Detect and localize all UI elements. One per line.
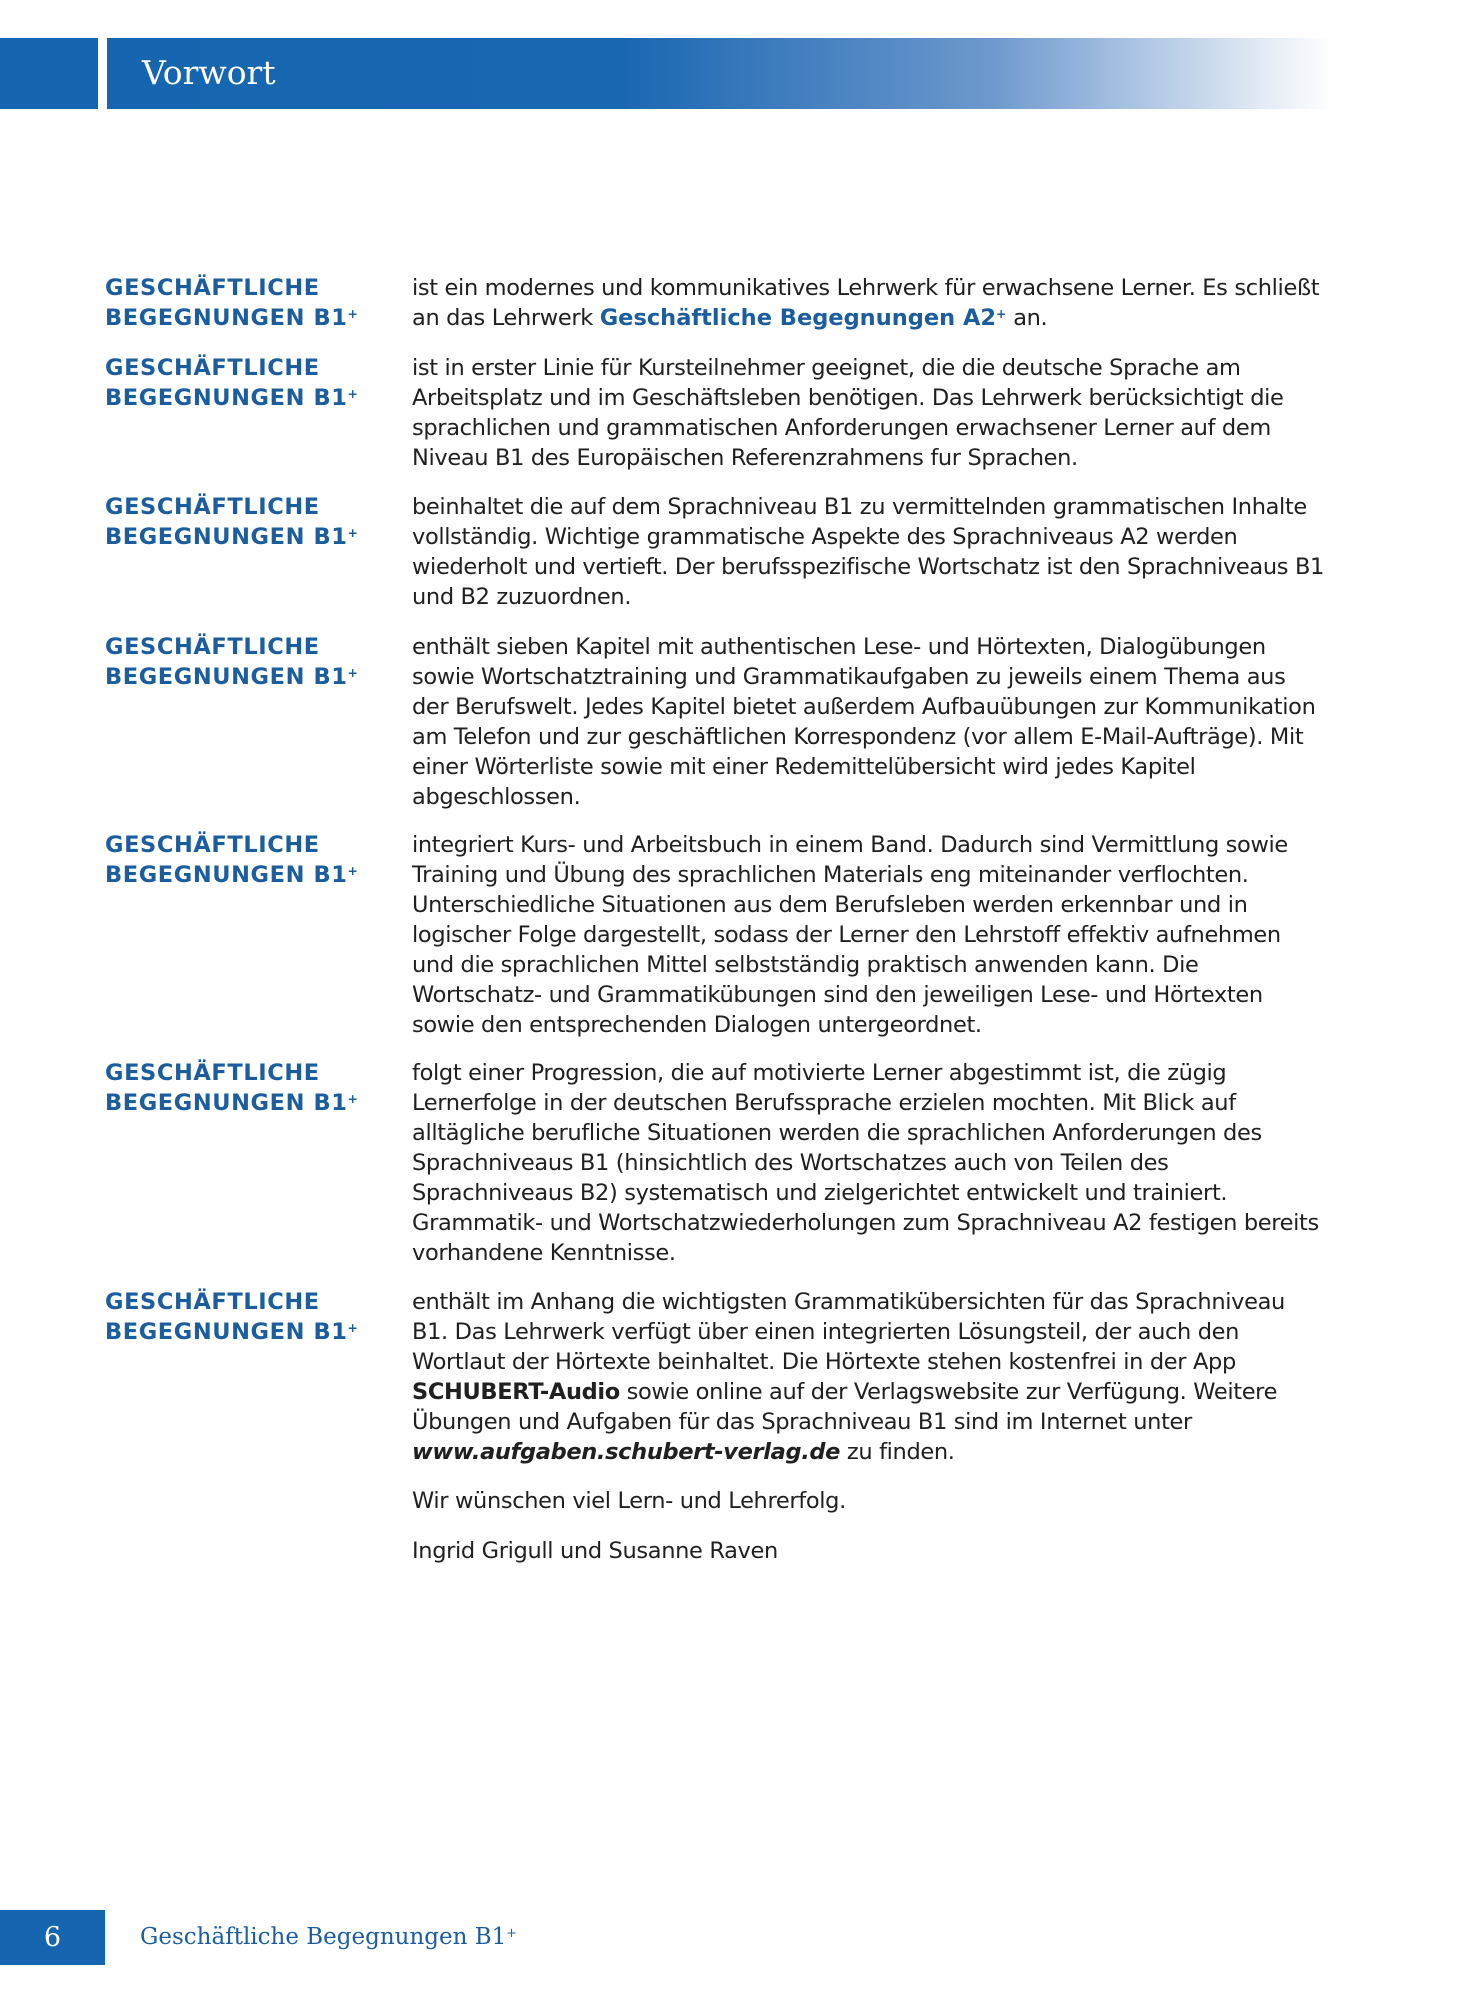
label-line-1: GESCHÄFTLICHE (105, 1289, 320, 1315)
section-text (412, 492, 1327, 612)
footer-title-sup: + (506, 1925, 517, 1941)
section-label (105, 1287, 375, 1347)
section-label (105, 632, 375, 692)
paragraph: beinhaltet die auf dem Sprachniveau B1 zu vermittelnden grammatischen Inhalte vollständig. Wichtige grammatische Aspekte des Sprachniveaus A2 werden wiederholt und vertieft. Der berufsspezifische Wortschatz ist den Sprachniveaus B1 und B2 zuzuordnen. (412, 494, 1324, 610)
section-text (412, 830, 1327, 1040)
label-line-1: GESCHÄFTLICHE (105, 634, 320, 660)
label-sup: + (347, 526, 359, 541)
section-text (412, 273, 1327, 333)
label-line-2: BEGEGNUNGEN B1 (105, 1090, 348, 1116)
label-sup: + (347, 666, 359, 681)
section-label (105, 492, 375, 552)
book-reference-text: Geschäftliche Begegnungen A2 (599, 305, 997, 331)
paragraph: enthält sieben Kapitel mit authentischen Lese- und Hörtexten, Dialogübungen sowie Wortschatztraining und Grammatikaufgaben zu jeweils einem Thema aus der Berufswelt. Jedes Kapitel bietet außerdem Aufbauübungen zur Kommunikation am Telefon und zur geschäftlichen Korrespondenz (vor allem E-Mail-Aufträge). Mit einer Wörterliste sowie mit einer Redemittelübersicht wird jedes Kapitel abgeschlossen. (412, 634, 1316, 810)
paragraph: ist in erster Linie für Kursteilnehmer geeignet, die die deutsche Sprache am Arbeitsplatz und im Geschäftsleben benötigen. Das Lehrwerk berücksichtigt die sprachlichen und grammatischen Anforderungen erwachsener Lerner auf dem Niveau B1 des Europäischen Referenzrahmens fur Sprachen. (412, 355, 1284, 471)
label-line-1: GESCHÄFTLICHE (105, 494, 320, 520)
text-part: sowie online auf der Verlagswebsite zur Verfügung. Weitere Übungen und Aufgaben für das Sprachniveau B1 sind im Internet unter (412, 1379, 1278, 1435)
text-part: enthält im Anhang die wichtigsten Grammatikübersichten für das Sprachniveau B1. Das Lehrwerk verfügt über einen integrierten Lösungsteil, der auch den Wortlaut der Hörtexte beinhaltet. Die Hörtexte stehen kostenfrei in der App (412, 1289, 1285, 1375)
section-label (105, 830, 375, 890)
label-sup: + (347, 1321, 359, 1336)
paragraph: integriert Kurs- und Arbeitsbuch in einem Band. Dadurch sind Vermittlung sowie Training und Übung des sprachlichen Materials eng miteinander verflochten. Unterschiedliche Situationen aus dem Berufsleben werden erkennbar und in logischer Folge dargestellt, sodass der Lerner den Lehrstoff effektiv aufnehmen und die sprachlichen Mittel selbstständig praktisch anwenden kann. Die Wortschatz- und Grammatikübungen sind den jeweiligen Lese- und Hörtexten sowie den entsprechenden Dialogen untergeordnet. (412, 832, 1288, 1038)
section-text (412, 632, 1327, 812)
label-line-1: GESCHÄFTLICHE (105, 832, 320, 858)
text-part: an. (1006, 305, 1048, 331)
label-line-2: BEGEGNUNGEN B1 (105, 305, 348, 331)
text-part: ist ein modernes und kommunikatives Lehrwerk für erwachsene Lerner. Es schließt an das Lehrwerk (412, 275, 1320, 331)
section-label (105, 353, 375, 413)
section-text (412, 353, 1327, 473)
label-sup: + (347, 1092, 359, 1107)
label-sup: + (347, 387, 359, 402)
section-label (105, 1058, 375, 1118)
header-accent-block (0, 38, 98, 109)
closing-text: Wir wünschen viel Lern- und Lehrerfolg. (412, 1488, 846, 1514)
label-sup: + (347, 864, 359, 879)
label-sup: + (347, 307, 359, 322)
section-label (105, 273, 375, 333)
label-line-2: BEGEGNUNGEN B1 (105, 385, 348, 411)
page-number: 6 (0, 1910, 105, 1965)
app-name: SCHUBERT-Audio (412, 1379, 620, 1405)
section-text (412, 1058, 1327, 1268)
header-bar (107, 38, 1332, 109)
label-line-2: BEGEGNUNGEN B1 (105, 862, 348, 888)
text-part: zu finden. (840, 1439, 955, 1465)
paragraph: folgt einer Progression, die auf motivierte Lerner abgestimmt ist, die zügig Lernerfolge in der deutschen Berufssprache erzielen mochten. Mit Blick auf alltägliche berufliche Situationen werden die sprachlichen Anforderungen des Sprachniveaus B1 (hinsichtlich des Wortschatzes auch von Teilen des Sprachniveaus B2) systematisch und zielgerichtet entwickelt und trainiert. Grammatik- und Wortschatzwiederholungen zum Sprachniveau A2 festigen bereits vorhandene Kenntnisse. (412, 1060, 1319, 1266)
footer-title-text: Geschäftliche Begegnungen B1 (140, 1924, 507, 1950)
label-line-1: GESCHÄFTLICHE (105, 275, 320, 301)
label-line-2: BEGEGNUNGEN B1 (105, 524, 348, 550)
book-reference-a2 (600, 305, 1007, 331)
authors: Ingrid Grigull und Susanne Raven (412, 1538, 778, 1564)
page-title: Vorwort (142, 53, 276, 92)
label-line-1: GESCHÄFTLICHE (105, 1060, 320, 1086)
label-line-2: BEGEGNUNGEN B1 (105, 664, 348, 690)
label-line-1: GESCHÄFTLICHE (105, 355, 320, 381)
book-reference-sup: + (996, 307, 1007, 322)
website-url: www.aufgaben.schubert-verlag.de (412, 1439, 841, 1465)
footer-book-title (140, 1917, 517, 1957)
section-text (412, 1287, 1327, 1467)
label-line-2: BEGEGNUNGEN B1 (105, 1319, 348, 1345)
